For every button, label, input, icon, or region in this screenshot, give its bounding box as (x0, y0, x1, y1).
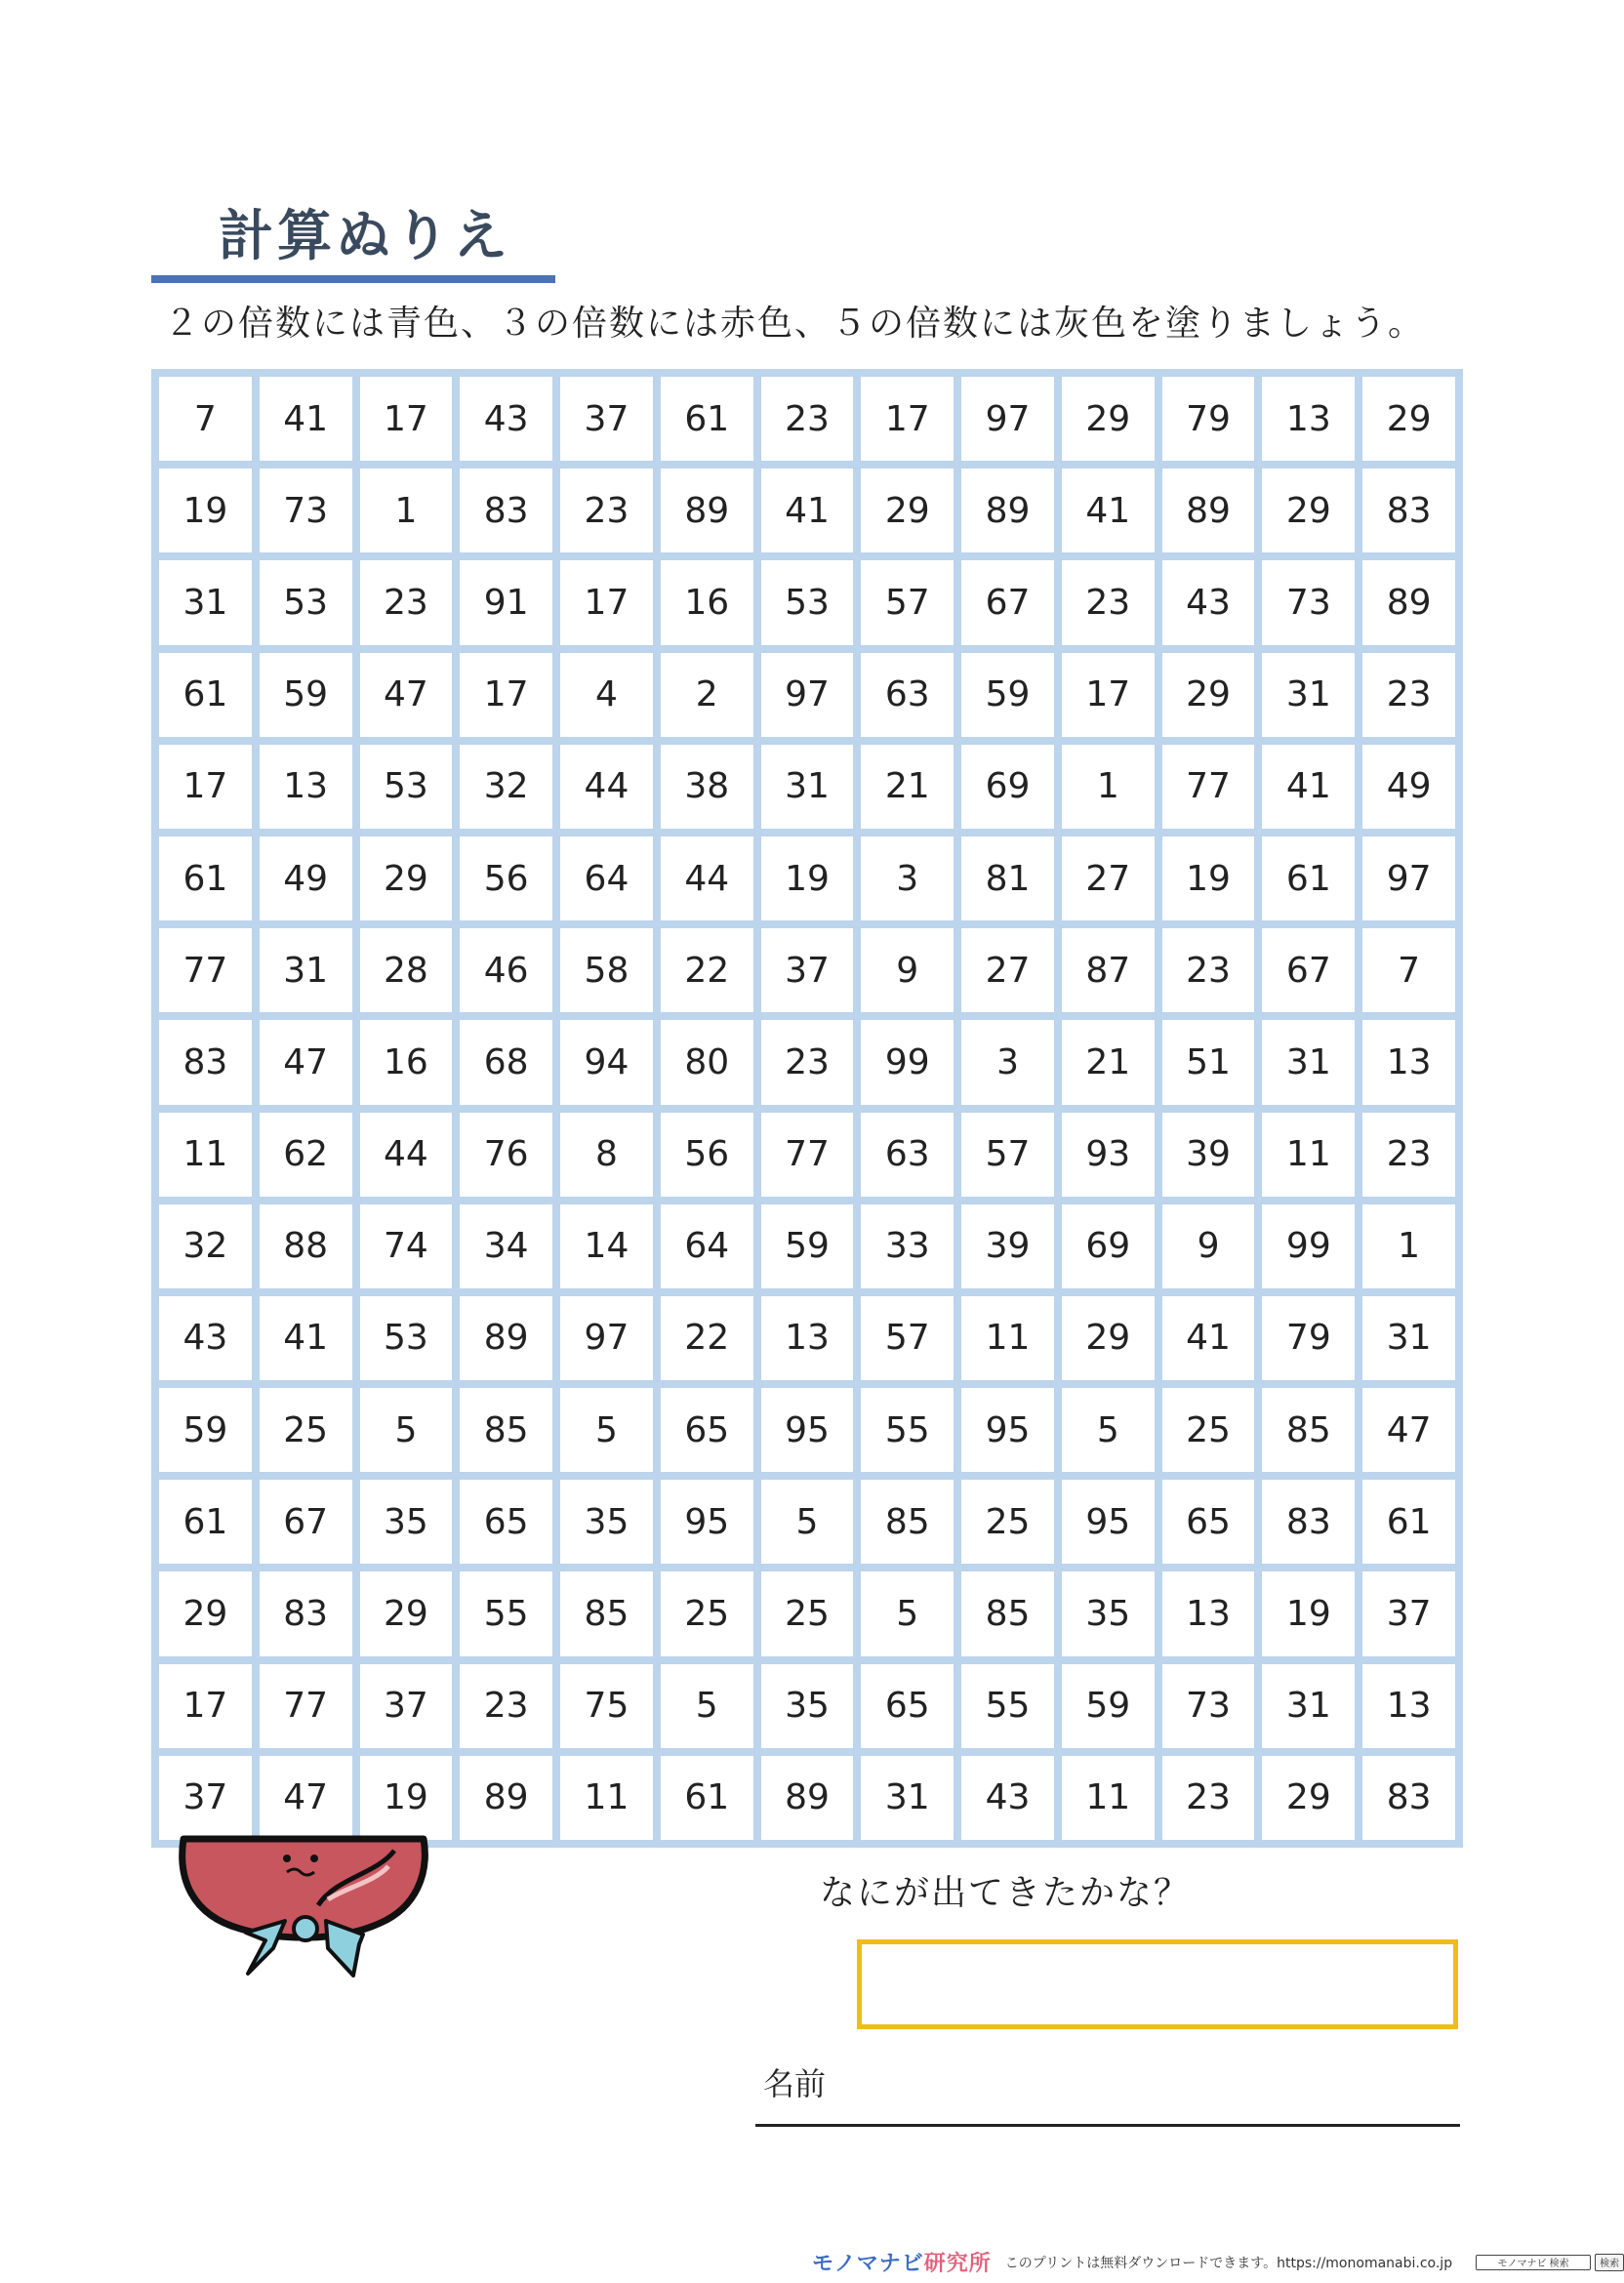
apple-mascot-icon (172, 1839, 435, 1983)
grid-cell[interactable]: 25 (661, 1571, 753, 1655)
grid-cell[interactable]: 5 (661, 1664, 753, 1748)
grid-cell[interactable]: 65 (861, 1664, 954, 1748)
grid-cell[interactable]: 9 (861, 928, 954, 1012)
grid-cell[interactable]: 37 (761, 928, 854, 1012)
grid-cell[interactable]: 11 (560, 1756, 653, 1840)
grid-cell[interactable]: 55 (861, 1388, 954, 1472)
grid-cell[interactable]: 77 (260, 1664, 352, 1748)
grid-cell[interactable]: 37 (1362, 1571, 1455, 1655)
grid-cell[interactable]: 23 (761, 377, 854, 461)
grid-cell[interactable]: 61 (1262, 836, 1355, 920)
grid-cell[interactable]: 89 (460, 1296, 552, 1380)
grid-cell[interactable]: 95 (661, 1480, 753, 1564)
grid-cell[interactable]: 44 (360, 1113, 453, 1197)
grid-cell[interactable]: 83 (1362, 1756, 1455, 1840)
grid-cell[interactable]: 13 (1262, 377, 1355, 461)
grid-cell[interactable]: 47 (260, 1756, 352, 1840)
grid-cell[interactable]: 69 (961, 745, 1054, 829)
grid-cell[interactable]: 29 (1062, 1296, 1155, 1380)
answer-box[interactable] (857, 1939, 1458, 2029)
grid-cell[interactable]: 47 (1362, 1388, 1455, 1472)
grid-cell[interactable]: 19 (159, 469, 252, 552)
grid-cell[interactable]: 65 (1162, 1480, 1255, 1564)
grid-cell[interactable]: 4 (560, 653, 653, 737)
grid-cell[interactable]: 81 (961, 836, 1054, 920)
grid-cell[interactable]: 39 (1162, 1113, 1255, 1197)
grid-cell[interactable]: 31 (1262, 1020, 1355, 1104)
grid-cell[interactable]: 59 (961, 653, 1054, 737)
grid-cell[interactable]: 17 (1062, 653, 1155, 737)
grid-cell[interactable]: 97 (761, 653, 854, 737)
grid-cell[interactable]: 46 (460, 928, 552, 1012)
grid-cell[interactable]: 59 (260, 653, 352, 737)
grid-cell[interactable]: 59 (1062, 1664, 1155, 1748)
grid-cell[interactable]: 23 (460, 1664, 552, 1748)
grid-cell[interactable]: 21 (1062, 1020, 1155, 1104)
footer-search-input[interactable]: モノマナビ 検索 (1476, 2255, 1591, 2270)
grid-cell[interactable]: 85 (560, 1571, 653, 1655)
grid-cell[interactable]: 89 (1162, 469, 1255, 552)
grid-cell[interactable]: 53 (761, 560, 854, 644)
grid-cell[interactable]: 94 (560, 1020, 653, 1104)
grid-cell[interactable]: 64 (661, 1204, 753, 1288)
grid-cell[interactable]: 83 (1262, 1480, 1355, 1564)
grid-cell[interactable]: 16 (360, 1020, 453, 1104)
grid-cell[interactable]: 95 (761, 1388, 854, 1472)
grid-cell[interactable]: 32 (460, 745, 552, 829)
grid-cell[interactable]: 9 (1162, 1204, 1255, 1288)
grid-cell[interactable]: 43 (961, 1756, 1054, 1840)
grid-cell[interactable]: 79 (1262, 1296, 1355, 1380)
footer-logo-accent: 研究所 (923, 2252, 992, 2276)
grid-cell[interactable]: 29 (1062, 377, 1155, 461)
grid-cell[interactable]: 29 (159, 1571, 252, 1655)
grid-cell[interactable]: 47 (360, 653, 453, 737)
grid-cell[interactable]: 22 (661, 928, 753, 1012)
grid-cell[interactable]: 73 (1262, 560, 1355, 644)
grid-cell[interactable]: 49 (260, 836, 352, 920)
grid-cell[interactable]: 43 (460, 377, 552, 461)
grid-cell[interactable]: 11 (961, 1296, 1054, 1380)
grid-cell[interactable]: 35 (1062, 1571, 1155, 1655)
grid-cell[interactable]: 75 (560, 1664, 653, 1748)
grid-cell[interactable]: 13 (1162, 1571, 1255, 1655)
grid-cell[interactable]: 37 (360, 1664, 453, 1748)
grid-cell[interactable]: 51 (1162, 1020, 1255, 1104)
grid-cell[interactable]: 25 (260, 1388, 352, 1472)
instruction-text: ２の倍数には青色、３の倍数には赤色、５の倍数には灰色を塗りましょう。 (164, 304, 1426, 344)
grid-cell[interactable]: 37 (560, 377, 653, 461)
grid-cell[interactable]: 41 (260, 377, 352, 461)
grid-cell[interactable]: 31 (159, 560, 252, 644)
grid-cell[interactable]: 99 (1262, 1204, 1355, 1288)
grid-cell[interactable]: 68 (460, 1020, 552, 1104)
grid-cell[interactable]: 29 (1262, 1756, 1355, 1840)
grid-cell[interactable]: 53 (360, 1296, 453, 1380)
footer-logo (812, 2247, 992, 2277)
grid-cell[interactable]: 5 (560, 1388, 653, 1472)
grid-cell[interactable]: 32 (159, 1204, 252, 1288)
grid-cell[interactable]: 57 (861, 1296, 954, 1380)
grid-cell[interactable]: 85 (961, 1571, 1054, 1655)
grid-cell[interactable]: 44 (661, 836, 753, 920)
grid-cell[interactable]: 85 (1262, 1388, 1355, 1472)
grid-cell[interactable]: 89 (460, 1756, 552, 1840)
grid-cell[interactable]: 23 (1162, 1756, 1255, 1840)
grid-cell[interactable]: 23 (1362, 653, 1455, 737)
grid-cell[interactable]: 41 (260, 1296, 352, 1380)
grid-cell[interactable]: 11 (1062, 1756, 1155, 1840)
grid-cell[interactable]: 83 (1362, 469, 1455, 552)
grid-cell[interactable]: 85 (460, 1388, 552, 1472)
grid-cell[interactable]: 55 (961, 1664, 1054, 1748)
grid-cell[interactable]: 37 (159, 1756, 252, 1840)
grid-cell[interactable]: 2 (661, 653, 753, 737)
grid-cell[interactable]: 16 (661, 560, 753, 644)
grid-cell[interactable]: 5 (861, 1571, 954, 1655)
grid-cell[interactable]: 23 (360, 560, 453, 644)
grid-cell[interactable]: 23 (560, 469, 653, 552)
grid-cell[interactable]: 83 (260, 1571, 352, 1655)
grid-cell[interactable]: 63 (861, 1113, 954, 1197)
grid-cell[interactable]: 41 (761, 469, 854, 552)
grid-cell[interactable]: 5 (360, 1388, 453, 1472)
grid-cell[interactable]: 85 (861, 1480, 954, 1564)
grid-cell[interactable]: 17 (861, 377, 954, 461)
grid-cell[interactable]: 58 (560, 928, 653, 1012)
grid-cell[interactable]: 39 (961, 1204, 1054, 1288)
grid-cell[interactable]: 67 (961, 560, 1054, 644)
grid-cell[interactable]: 41 (1062, 469, 1155, 552)
grid-cell[interactable]: 13 (1362, 1020, 1455, 1104)
grid-cell[interactable]: 14 (560, 1204, 653, 1288)
grid-cell[interactable]: 29 (360, 1571, 453, 1655)
grid-cell[interactable]: 89 (761, 1756, 854, 1840)
grid-cell[interactable]: 61 (159, 1480, 252, 1564)
grid-cell[interactable]: 73 (1162, 1664, 1255, 1748)
grid-cell[interactable]: 83 (460, 469, 552, 552)
grid-cell[interactable]: 61 (661, 377, 753, 461)
grid-cell[interactable]: 61 (159, 836, 252, 920)
grid-cell[interactable]: 25 (1162, 1388, 1255, 1472)
grid-cell[interactable]: 1 (1062, 745, 1155, 829)
grid-cell[interactable]: 19 (1162, 836, 1255, 920)
grid-cell[interactable]: 49 (1362, 745, 1455, 829)
grid-cell[interactable]: 62 (260, 1113, 352, 1197)
grid-cell[interactable]: 33 (861, 1204, 954, 1288)
question-text: なにが出てきたかな？ (820, 1873, 1192, 1913)
grid-cell[interactable]: 64 (560, 836, 653, 920)
grid-cell[interactable]: 23 (1062, 560, 1155, 644)
grid-cell[interactable]: 77 (159, 928, 252, 1012)
grid-cell[interactable]: 43 (159, 1296, 252, 1380)
grid-cell[interactable]: 3 (961, 1020, 1054, 1104)
grid-cell[interactable]: 97 (961, 377, 1054, 461)
grid-cell[interactable]: 77 (1162, 745, 1255, 829)
grid-cell[interactable]: 8 (560, 1113, 653, 1197)
grid-cell[interactable]: 87 (1062, 928, 1155, 1012)
grid-cell[interactable]: 35 (560, 1480, 653, 1564)
grid-cell[interactable]: 61 (159, 653, 252, 737)
grid-cell[interactable]: 31 (1262, 653, 1355, 737)
name-label: 名前 (763, 2065, 827, 2102)
grid-cell[interactable]: 80 (661, 1020, 753, 1104)
grid-cell[interactable]: 17 (159, 745, 252, 829)
footer (812, 2247, 1624, 2277)
grid-cell[interactable]: 19 (1262, 1571, 1355, 1655)
grid-cell[interactable]: 13 (1362, 1664, 1455, 1748)
grid-cell[interactable]: 17 (159, 1664, 252, 1748)
grid-cell[interactable]: 31 (1362, 1296, 1455, 1380)
grid-cell[interactable]: 19 (360, 1756, 453, 1840)
title-underline (151, 275, 555, 283)
grid-cell[interactable]: 25 (761, 1571, 854, 1655)
grid-cell[interactable]: 44 (560, 745, 653, 829)
grid-cell[interactable]: 38 (661, 745, 753, 829)
number-grid (151, 369, 1463, 1848)
grid-cell[interactable]: 17 (460, 653, 552, 737)
grid-cell[interactable]: 53 (360, 745, 453, 829)
grid-cell[interactable]: 63 (861, 653, 954, 737)
grid-cell[interactable]: 53 (260, 560, 352, 644)
grid-cell[interactable]: 56 (661, 1113, 753, 1197)
grid-cell[interactable]: 73 (260, 469, 352, 552)
grid-cell[interactable]: 11 (159, 1113, 252, 1197)
grid-cell[interactable]: 76 (460, 1113, 552, 1197)
grid-cell[interactable]: 31 (861, 1756, 954, 1840)
grid-cell[interactable]: 41 (1162, 1296, 1255, 1380)
grid-cell[interactable]: 55 (460, 1571, 552, 1655)
grid-cell[interactable]: 29 (1162, 653, 1255, 737)
footer-search-button[interactable]: 検索 (1595, 2254, 1624, 2271)
grid-cell[interactable]: 67 (260, 1480, 352, 1564)
grid-cell[interactable]: 28 (360, 928, 453, 1012)
grid-cell[interactable]: 13 (260, 745, 352, 829)
page-title: 計算ぬりえ (219, 205, 511, 268)
grid-cell[interactable]: 43 (1162, 560, 1255, 644)
grid-cell[interactable]: 41 (1262, 745, 1355, 829)
grid-cell[interactable]: 57 (861, 560, 954, 644)
grid-cell[interactable]: 31 (1262, 1664, 1355, 1748)
grid-cell[interactable]: 7 (1362, 928, 1455, 1012)
grid-cell[interactable]: 57 (961, 1113, 1054, 1197)
grid-cell[interactable]: 89 (661, 469, 753, 552)
grid-cell[interactable]: 99 (861, 1020, 954, 1104)
grid-cell[interactable]: 56 (460, 836, 552, 920)
grid-cell[interactable]: 91 (460, 560, 552, 644)
grid-cell[interactable]: 11 (1262, 1113, 1355, 1197)
grid-cell[interactable]: 47 (260, 1020, 352, 1104)
grid-cell[interactable]: 17 (360, 377, 453, 461)
grid-cell[interactable]: 25 (961, 1480, 1054, 1564)
grid-cell[interactable]: 95 (1062, 1480, 1155, 1564)
grid-cell[interactable]: 93 (1062, 1113, 1155, 1197)
grid-cell[interactable]: 27 (961, 928, 1054, 1012)
grid-cell[interactable]: 23 (1362, 1113, 1455, 1197)
grid-cell[interactable]: 97 (1362, 836, 1455, 920)
grid-cell[interactable]: 79 (1162, 377, 1255, 461)
grid-cell[interactable]: 67 (1262, 928, 1355, 1012)
grid-cell[interactable]: 29 (861, 469, 954, 552)
grid-cell[interactable]: 3 (861, 836, 954, 920)
grid-cell[interactable]: 59 (159, 1388, 252, 1472)
grid-cell[interactable]: 88 (260, 1204, 352, 1288)
grid-cell[interactable]: 5 (1062, 1388, 1155, 1472)
grid-cell[interactable]: 89 (961, 469, 1054, 552)
grid-cell[interactable]: 7 (159, 377, 252, 461)
grid-cell[interactable]: 23 (1162, 928, 1255, 1012)
footer-note: このプリントは無料ダウンロードできます。https://monomanabi.co.jp (1004, 2255, 1453, 2271)
footer-logo-main: モノマナビ (812, 2252, 924, 2276)
grid-cell[interactable]: 97 (560, 1296, 653, 1380)
grid-cell[interactable]: 61 (661, 1756, 753, 1840)
grid-cell[interactable]: 29 (1362, 377, 1455, 461)
grid-cell[interactable]: 13 (761, 1296, 854, 1380)
grid-cell[interactable]: 59 (761, 1204, 854, 1288)
grid-cell[interactable]: 95 (961, 1388, 1054, 1472)
grid-cell[interactable]: 29 (360, 836, 453, 920)
grid-cell[interactable]: 17 (560, 560, 653, 644)
grid-cell[interactable]: 23 (761, 1020, 854, 1104)
grid-cell[interactable]: 65 (460, 1480, 552, 1564)
grid-cell[interactable]: 65 (661, 1388, 753, 1472)
grid-cell[interactable]: 5 (761, 1480, 854, 1564)
grid-cell[interactable]: 61 (1362, 1480, 1455, 1564)
grid-cell[interactable]: 74 (360, 1204, 453, 1288)
grid-cell[interactable]: 83 (159, 1020, 252, 1104)
grid-cell[interactable]: 1 (360, 469, 453, 552)
grid-cell[interactable]: 31 (761, 745, 854, 829)
grid-cell[interactable]: 34 (460, 1204, 552, 1288)
footer-search (1476, 2254, 1624, 2271)
name-line[interactable] (755, 2124, 1460, 2127)
grid-cell[interactable]: 21 (861, 745, 954, 829)
grid-cell[interactable]: 1 (1362, 1204, 1455, 1288)
grid-cell[interactable]: 69 (1062, 1204, 1155, 1288)
grid-cell[interactable]: 19 (761, 836, 854, 920)
grid-cell[interactable]: 35 (360, 1480, 453, 1564)
grid-cell[interactable]: 31 (260, 928, 352, 1012)
grid-cell[interactable]: 35 (761, 1664, 854, 1748)
grid-cell[interactable]: 89 (1362, 560, 1455, 644)
grid-cell[interactable]: 77 (761, 1113, 854, 1197)
grid-cell[interactable]: 29 (1262, 469, 1355, 552)
grid-cell[interactable]: 22 (661, 1296, 753, 1380)
grid-cell[interactable]: 27 (1062, 836, 1155, 920)
